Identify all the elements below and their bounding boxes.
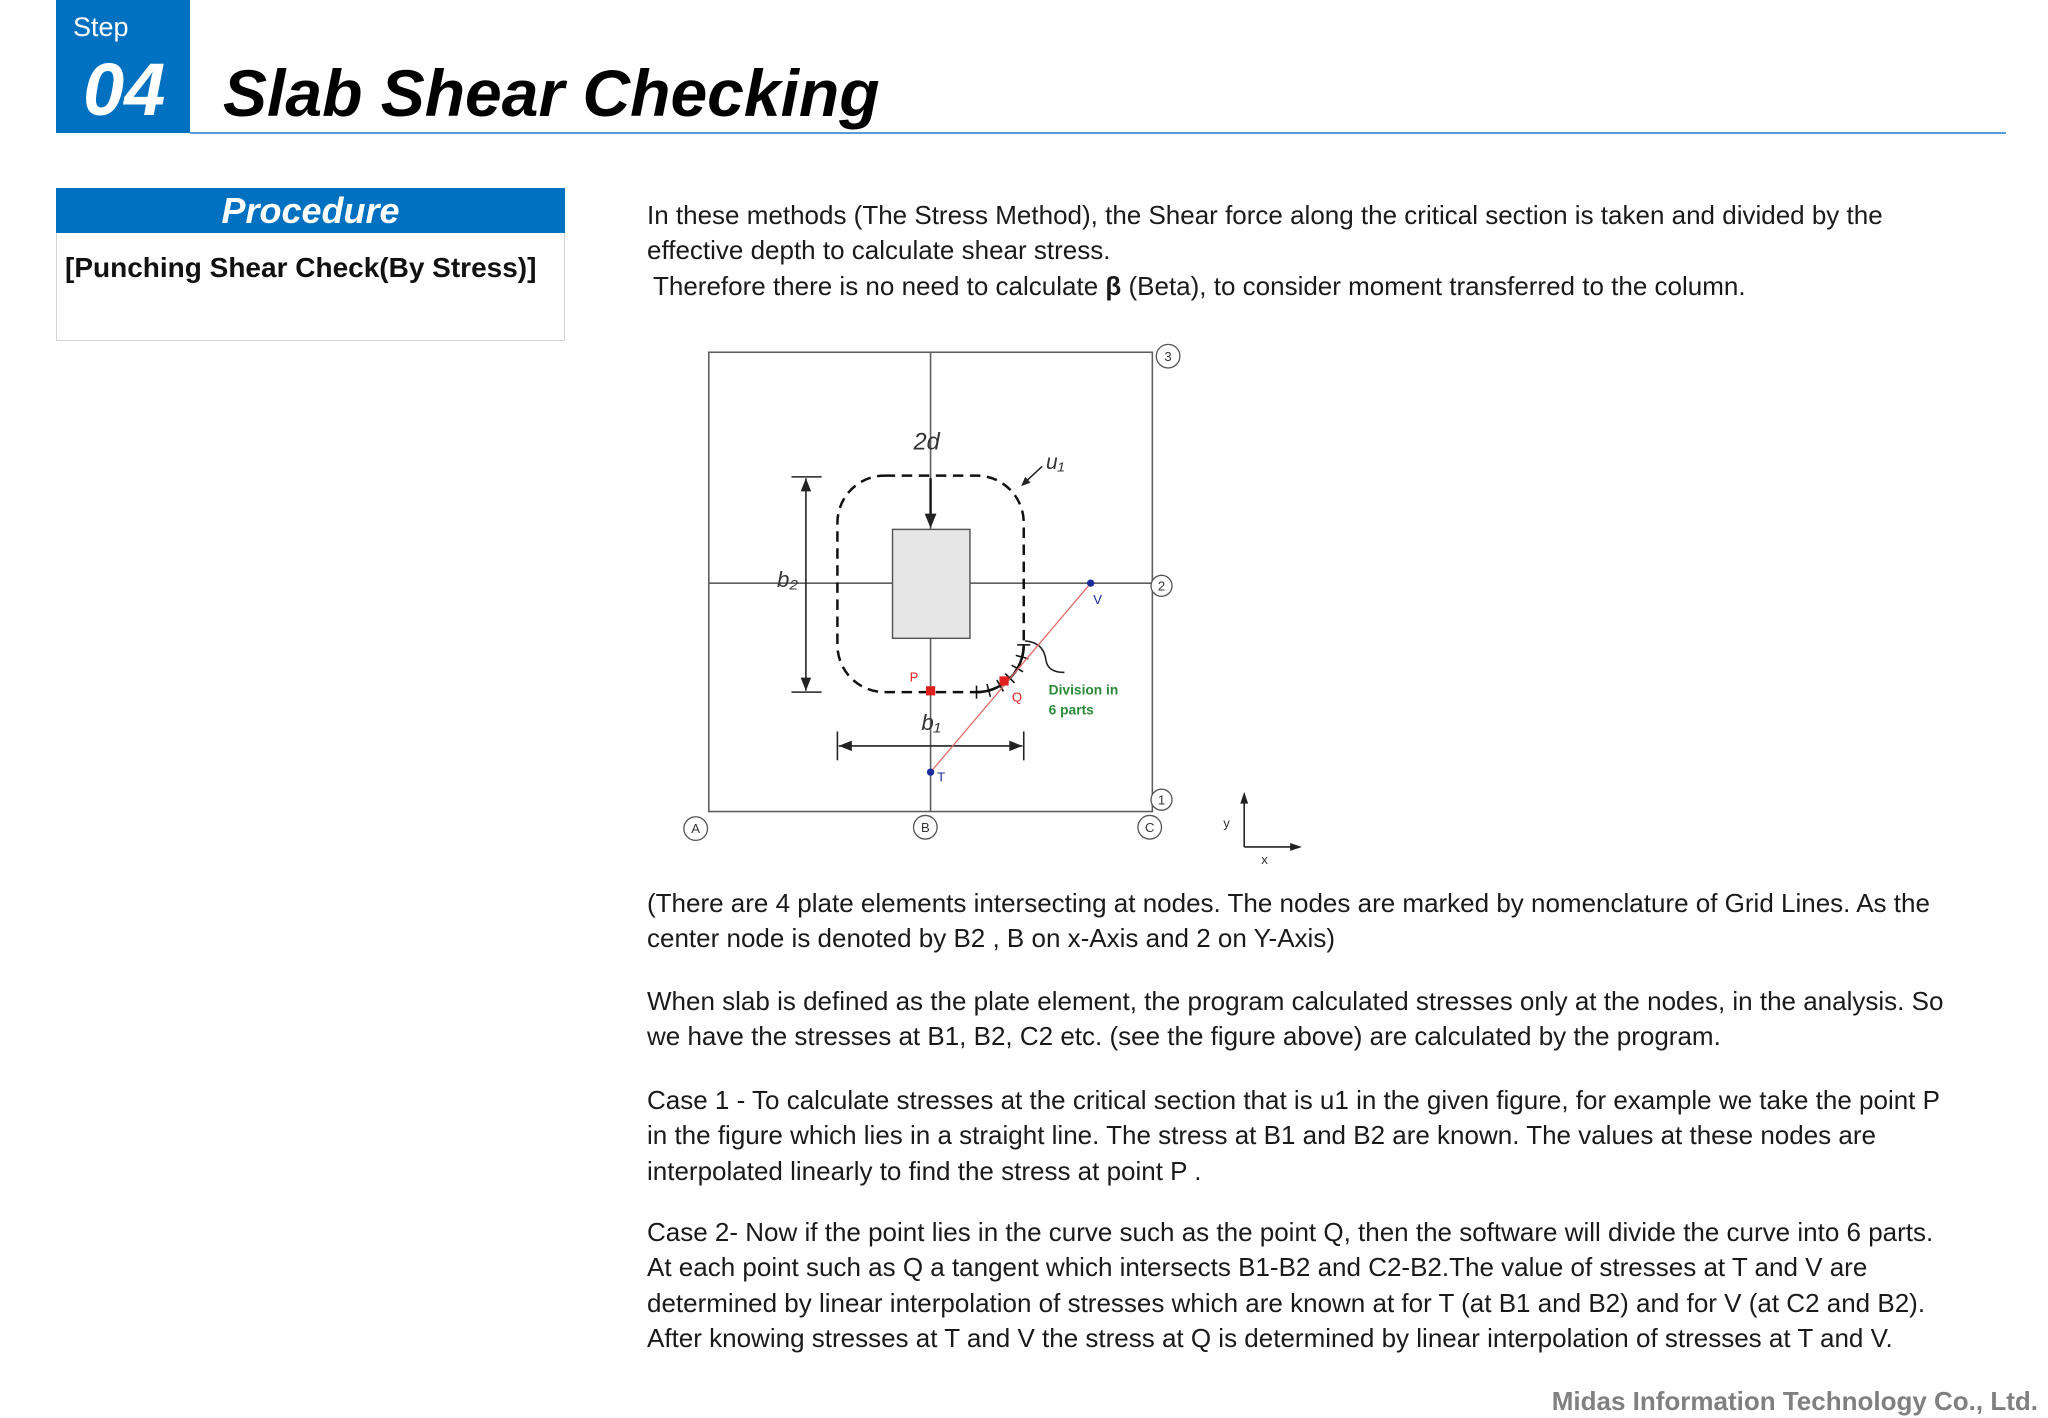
- u1-label: u₁: [1046, 451, 1065, 475]
- text-line: determined by linear interpolation of stresses which are known at for T (at B1 and B2) and for V (at C2 and B2).: [647, 1287, 1926, 1318]
- text-line: Case 1 - To calculate stresses at the critical section that is u1 in the given figure, for example we take the point P: [647, 1085, 1940, 1115]
- procedure-subtitle: [Punching Shear Check(By Stress)]: [65, 252, 537, 283]
- punching-shear-figure: [676, 335, 1319, 876]
- step-badge: [56, 0, 190, 133]
- text-line: interpolated linearly to find the stress at point P .: [647, 1155, 1202, 1186]
- title-divider: [190, 132, 2006, 134]
- procedure-heading: Procedure: [56, 188, 565, 233]
- step-label: Step: [73, 12, 129, 42]
- beta-note-before: Therefore there is no need to calculate: [653, 270, 1106, 301]
- column-section: [893, 529, 970, 638]
- point-v-marker: [1087, 580, 1094, 587]
- grid-bubble-label: B: [920, 819, 930, 835]
- footer-company: Midas Information Technology Co., Ltd.: [1551, 1386, 2038, 1416]
- text-line: center node is denoted by B2 , B on x-Axis and 2 on Y-Axis): [647, 923, 1335, 954]
- grid-bubble-label: 3: [1164, 348, 1172, 364]
- division-brace: [1025, 641, 1064, 672]
- point-v-label: V: [1093, 592, 1103, 608]
- b1-arrowhead-left: [839, 741, 852, 751]
- paragraph-stress-method: [647, 198, 1883, 304]
- grid-bubble-label: A: [691, 821, 701, 837]
- page-title: Slab Shear Checking: [223, 56, 880, 130]
- beta-symbol: β: [1105, 270, 1122, 301]
- text-line: in the figure which lies in a straight line. The stress at B1 and B2 are known. The values at these nodes are: [647, 1120, 1876, 1151]
- procedure-panel: [56, 188, 565, 341]
- point-t-marker: [927, 768, 934, 775]
- two-d-label: 2d: [913, 429, 940, 456]
- grid-bubble-label: 1: [1157, 792, 1166, 808]
- point-p-marker: [926, 686, 935, 695]
- x-axis-arrowhead: [1290, 843, 1302, 851]
- point-p-label: P: [909, 669, 919, 685]
- paragraph-plate-element: [647, 984, 1943, 1055]
- text-line: (There are 4 plate elements intersecting at nodes. The nodes are marked by nomenclature of Grid Lines. As the: [647, 888, 1930, 918]
- paragraph-nodes: [647, 886, 1930, 957]
- b2-label: b₂: [777, 567, 798, 593]
- text-line-beta-note: [647, 269, 1883, 304]
- axis-indicator: [1223, 792, 1302, 867]
- grid-bubble-2: [1151, 575, 1172, 596]
- paragraph-case-1: [647, 1083, 1940, 1189]
- text-line: In these methods (The Stress Method), the Shear force along the critical section is taken and divided by the: [647, 200, 1883, 230]
- text-line: effective depth to calculate shear stress.: [647, 235, 1111, 266]
- grid-bubble-c: [1138, 815, 1162, 839]
- b2-arrowhead-top: [801, 478, 811, 491]
- grid-bubble-1: [1151, 789, 1172, 810]
- paragraph-case-2: [647, 1215, 1933, 1357]
- b1-arrowhead-right: [1009, 741, 1022, 751]
- grid-bubble-label: C: [1144, 819, 1155, 835]
- grid-bubble-b: [914, 815, 938, 839]
- text-line: At each point such as Q a tangent which intersects B1-B2 and C2-B2.The value of stresses at T and V are: [647, 1252, 1868, 1283]
- two-d-arrowhead: [925, 514, 937, 528]
- point-t-label: T: [937, 769, 946, 785]
- division-label-line2: 6 parts: [1048, 702, 1094, 718]
- text-line: Case 2- Now if the point lies in the curve such as the point Q, then the software will divide the curve into 6 parts.: [647, 1217, 1934, 1247]
- beta-note-after: (Beta), to consider moment transferred to the column.: [1121, 270, 1746, 301]
- x-axis-label: x: [1261, 852, 1268, 868]
- point-q-label: Q: [1011, 689, 1023, 705]
- b2-arrowhead-bottom: [801, 678, 811, 691]
- y-axis-label: y: [1223, 815, 1230, 831]
- grid-bubble-label: 2: [1157, 578, 1166, 594]
- text-line: When slab is defined as the plate element, the program calculated stresses only at the nodes, in the analysis. So: [647, 986, 1944, 1016]
- y-axis-arrowhead: [1240, 792, 1248, 804]
- point-q-marker: [999, 676, 1008, 685]
- division-label-line1: Division in: [1048, 682, 1119, 698]
- text-line: After knowing stresses at T and V the stress at Q is determined by linear interpolation of stresses at T and V.: [647, 1323, 1893, 1354]
- grid-bubble-a: [684, 817, 708, 841]
- b1-label: b₁: [921, 710, 941, 736]
- grid-bubble-3: [1156, 344, 1180, 368]
- step-number: 04: [83, 48, 166, 131]
- text-line: we have the stresses at B1, B2, C2 etc. (see the figure above) are calculated by the program.: [647, 1021, 1721, 1052]
